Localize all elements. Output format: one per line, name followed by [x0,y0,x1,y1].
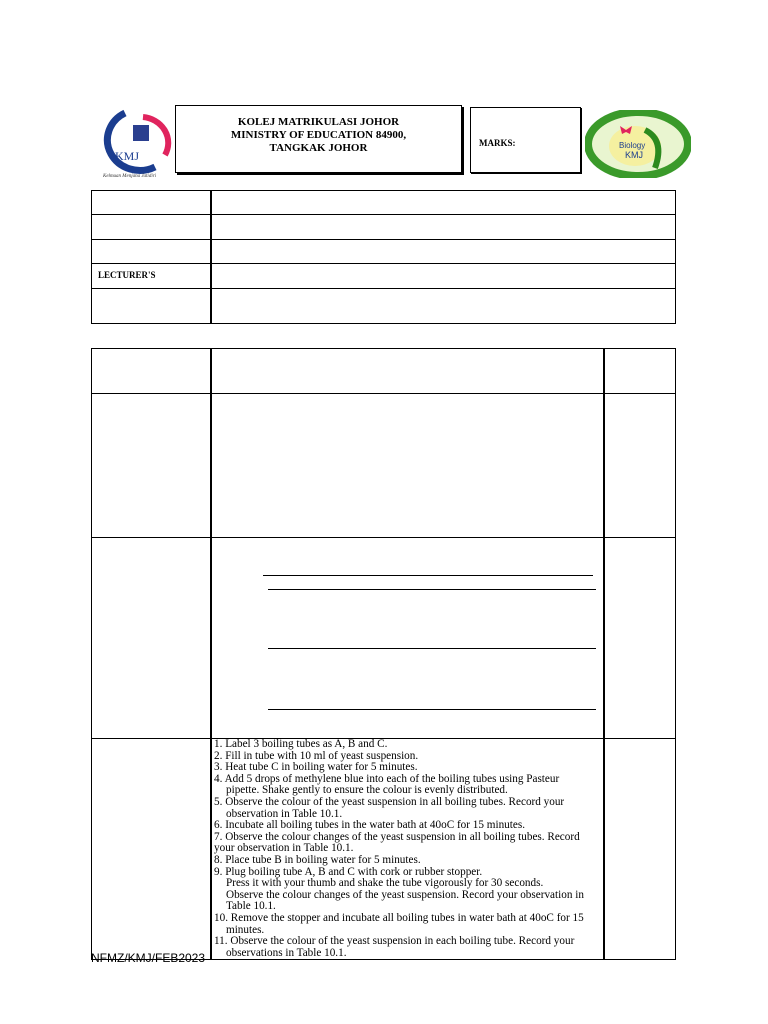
procedure-step: 8. Place tube B in boiling water for 5 minutes. [214,853,421,866]
svg-text:Biology: Biology [619,141,646,150]
student-info-table [91,190,676,324]
procedure-step: observation in Table 10.1. [226,807,343,820]
procedure-list [212,739,603,959]
procedure-step: 10. Remove the stopper and incubate all boiling tubes in water bath at 40oC for 15 [214,911,584,924]
procedure-step: observations in Table 10.1. [226,946,347,959]
document-code: NFMZ/KMJ/FEB2023 [91,951,206,965]
practical-table [91,348,676,960]
procedure-step: minutes. [226,923,265,936]
answer-line [268,589,596,590]
header-line-2: MINISTRY OF EDUCATION 84900, [230,129,407,141]
svg-text:Kelmuan Menjana Jatidiri: Kelmuan Menjana Jatidiri [103,174,157,179]
procedure-step: 11. Observe the colour of the yeast suspension in each boiling tube. Record your [214,935,575,948]
procedure-step: 4. Add 5 drops of methylene blue into each of the boiling tubes using Pasteur [214,772,560,785]
marks-box [470,107,581,173]
answer-line [268,648,596,649]
procedure-step: 7. Observe the colour changes of the yeast suspension in all boiling tubes. Record [214,830,580,843]
answer-line [268,709,596,710]
marks-label: MARKS: [479,138,516,148]
procedure-step: your observation in Table 10.1. [214,842,354,855]
info-row [92,289,676,324]
procedure-step: 6. Incubate all boiling tubes in the water bath at 40oC for 15 minutes. [214,819,526,832]
procedure-step: pipette. Shake gently to ensure the colour is evenly distributed. [226,784,508,797]
svg-text:KMJ: KMJ [625,150,643,160]
procedure-step: Press it with your thumb and shake the tube vigorously for 30 seconds. [226,877,544,890]
header-line-3: TANGKAK JOHOR [269,142,368,154]
svg-text:KMJ: KMJ [115,149,140,163]
procedure-step: 5. Observe the colour of the yeast suspension in all boiling tubes. Record your [214,795,565,808]
kmj-logo [95,105,173,179]
answer-line [263,575,593,576]
lecturer-field[interactable] [211,264,676,289]
procedure-step: 9. Plug boiling tube A, B and C with cork or rubber stopper. [214,865,483,878]
procedure-step: 2. Fill in tube with 10 ml of yeast suspension. [214,749,419,762]
info-row [92,264,676,289]
answer-area[interactable] [211,394,604,538]
info-row [92,240,676,264]
header-line-1: KOLEJ MATRIKULASI JOHOR [237,116,400,128]
procedure-step: 3. Heat tube C in boiling water for 5 minutes. [214,761,418,774]
info-row [92,215,676,240]
info-field[interactable] [211,215,676,240]
procedure-step: 1. Label 3 boiling tubes as A, B and C. [214,738,388,750]
institution-header [175,105,462,173]
procedure-step: Table 10.1. [226,900,276,913]
procedure-cell [211,739,604,960]
info-row [92,191,676,215]
info-field[interactable] [211,191,676,215]
lecturer-label: LECTURER'S [98,270,156,280]
info-field[interactable] [211,240,676,264]
procedure-step: Observe the colour changes of the yeast suspension. Record your observation in [226,888,584,901]
info-field[interactable] [211,289,676,324]
biology-kmj-logo [585,110,691,178]
